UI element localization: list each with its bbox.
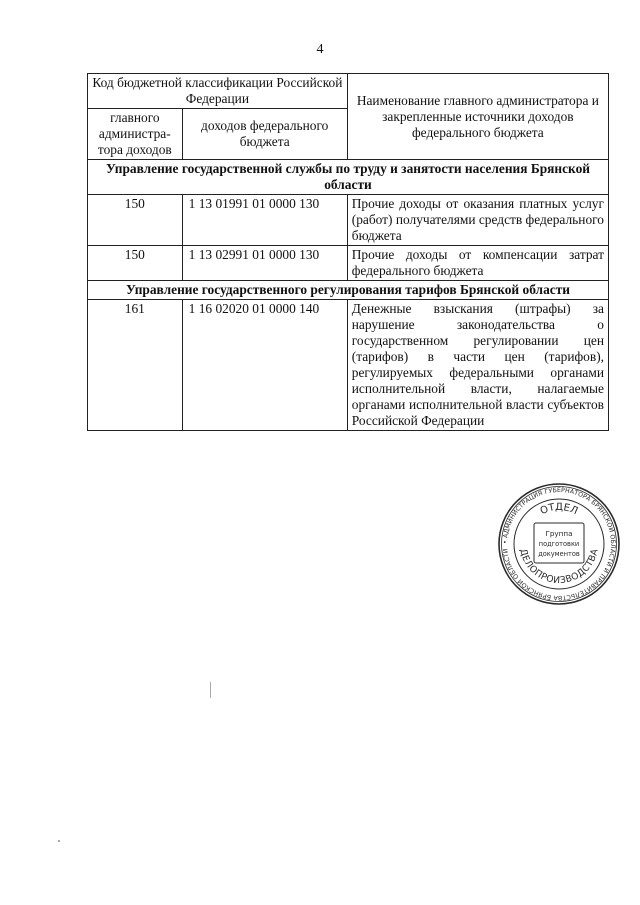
admin-code-cell: 150 <box>88 195 183 246</box>
section-title: Управление государственного регулирования тарифов Брянской области <box>88 281 609 300</box>
section-title-row <box>88 160 609 195</box>
header-name-column <box>347 74 608 160</box>
stamp-center-line-1: Группа <box>545 529 573 538</box>
table-row <box>88 246 609 281</box>
header-code-group: Код бюджетной классификации Российской Федерации <box>88 74 348 109</box>
admin-code-cell: 161 <box>88 300 183 431</box>
income-code-cell: 1 16 02020 01 0000 140 <box>182 300 347 431</box>
scan-speck <box>58 840 60 842</box>
header-income-column: доходов федерального бюджета <box>182 109 347 160</box>
budget-classification-table <box>87 73 609 431</box>
scan-speck <box>210 682 211 698</box>
stamp-inner-bottom: ДЕЛОПРОИЗВОДСТВА <box>517 547 601 587</box>
table-row <box>88 195 609 246</box>
stamp-center-line-3: документов <box>538 550 580 558</box>
stamp-center-line-2: подготовки <box>538 540 580 548</box>
table-row <box>88 300 609 431</box>
page-number: 4 <box>316 42 324 57</box>
stamp-ring-text: • АДМИНИСТРАЦИЯ ГУБЕРНАТОРА БРЯНСКОЙ ОБЛАСТИ И ПРАВИТЕЛЬСТВА БРЯНСКОЙ ОБЛАСТИ <box>501 486 617 602</box>
header-name-text: Наименование главного администратора и закрепленные источники доходов федерального бюджета <box>356 92 599 140</box>
header-row-1 <box>88 74 609 109</box>
department-stamp <box>497 482 621 606</box>
section-title: Управление государственной службы по труду и занятости населения Брянской области <box>88 160 609 195</box>
income-name-cell: Прочие доходы от оказания платных услуг (работ) получателями средств федерального бюджета <box>347 195 608 246</box>
section-title-row <box>88 281 609 300</box>
income-name-cell: Прочие доходы от компенсации затрат федерального бюджета <box>347 246 608 281</box>
stamp-inner-top: ОТДЕЛ <box>538 501 580 518</box>
income-code-cell: 1 13 02991 01 0000 130 <box>182 246 347 281</box>
income-code-cell: 1 13 01991 01 0000 130 <box>182 195 347 246</box>
svg-text:ОТДЕЛ <box>539 502 580 517</box>
header-admin-column: главного администра-тора доходов <box>88 109 183 160</box>
admin-code-cell: 150 <box>88 246 183 281</box>
income-name-cell: Денежные взыскания (штрафы) за нарушение законодательства о государственном регулировании цен (тарифов) в части цен (тарифов), регулируемых федеральными органами исполнительной власти, налагаемые органами исполнительной власти субъектов Российской Федерации <box>347 300 608 431</box>
